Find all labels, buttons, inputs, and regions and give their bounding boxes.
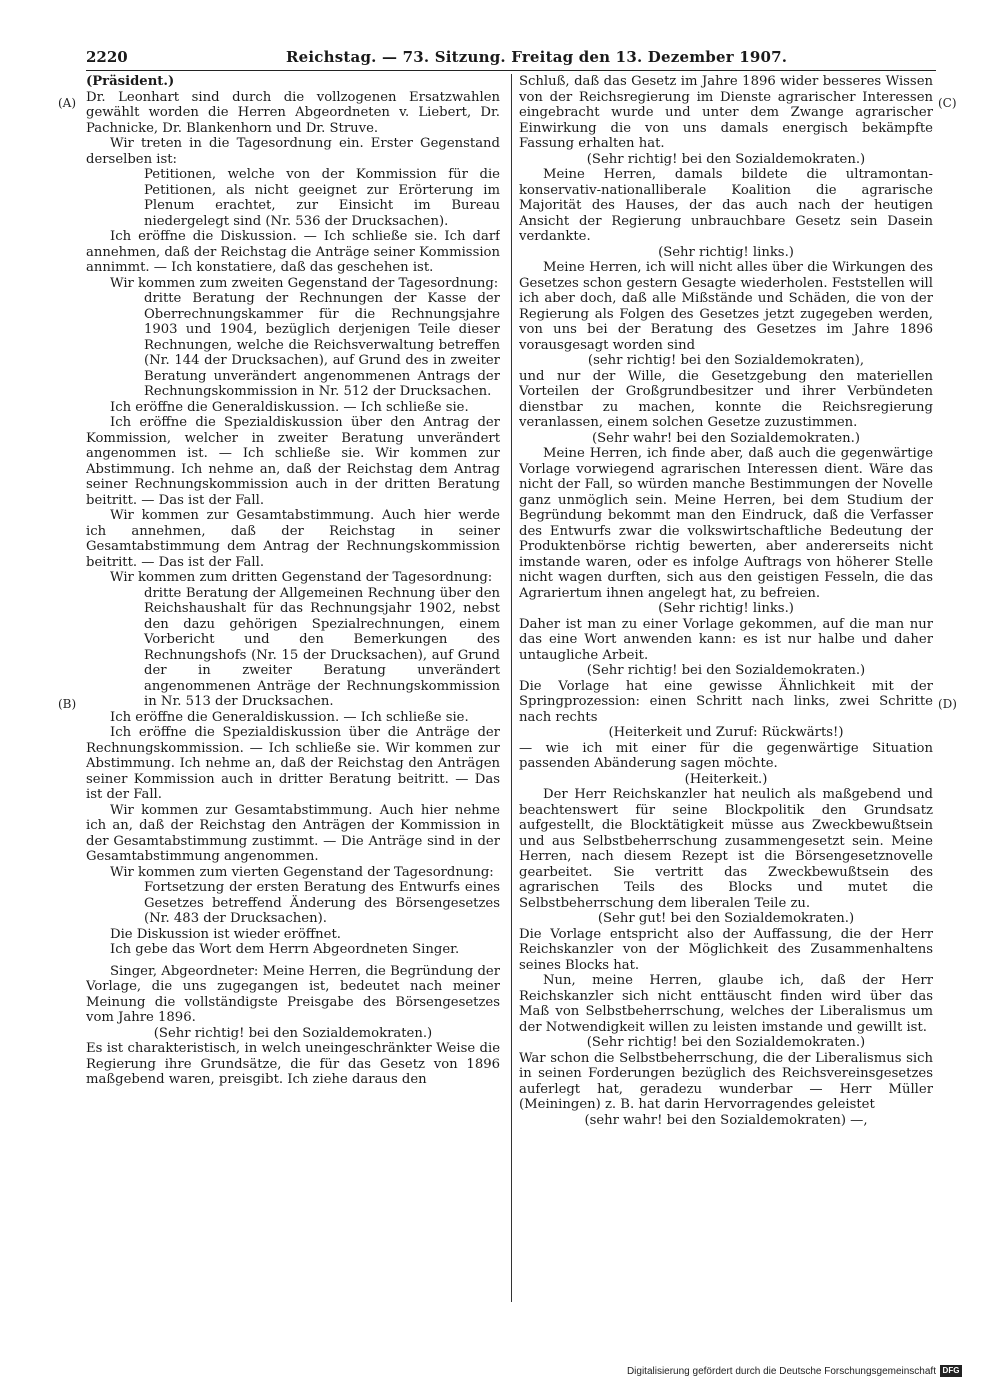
footer-credit: [627, 1364, 962, 1378]
interjection: (Sehr wahr! bei den Sozialdemokraten.): [592, 430, 860, 446]
paragraph: Wir kommen zum zweiten Gegenstand der Tagesordnung:: [110, 275, 499, 291]
interjection: (Sehr richtig! bei den Sozialdemokraten.): [153, 1025, 433, 1041]
paragraph: War schon die Selbstbeherrschung, die der Liberalismus sich in seinen Forderungen bezüglich des Reichsvereinsgesetzes auferlegt hat, geradezu wunderbar — Herr Müller (Meiningen) z. B. hat darin Hervorragendes geleistet: [519, 1050, 933, 1112]
interjection: (Sehr richtig! bei den Sozialdemokraten.): [586, 151, 866, 167]
agenda-item: Petitionen, welche von der Kommission für die Petitionen, als nicht geeignet zur Erörterung im Plenum erachtet, zur Einsicht im Bureau niedergelegt sind (Nr. 536 der Drucksachen).: [144, 167, 500, 229]
column-divider: [511, 74, 512, 1302]
margin-marker-b: (B): [58, 697, 77, 711]
interjection: (sehr richtig! bei den Sozialdemokraten),: [587, 353, 865, 368]
paragraph: und nur der Wille, die Gesetzgebung den materiellen Vorteilen der Großgrundbesitzer und ihrer Verbündeten dienstbar zu machen, konnte die Reichsregierung veranlassen, einem solchen Gesetze zuzustimmen.: [519, 368, 933, 430]
paragraph: Der Herr Reichskanzler hat neulich als maßgebend und beachtenswert für seine Blockpolitik den Grundsatz aufgestellt, die Blocktätigkeit müsse aus Zweckbewußtsein und aus Selbstbeherrschung zusammengesetzt sein. Meine Herren, nach diesem Rezept ist die Börsengesetznovelle gearbeitet. Sie vertritt das Zweckbewußtsein des agrarischen Teils des Blocks und mutet die Selbstbeherrschung dem liberalen Teile zu.: [519, 787, 933, 911]
paragraph: Die Vorlage entspricht also der Auffassung, die der Herr Reichskanzler von der Möglichkeit des Zusammenhaltens seines Blocks hat.: [519, 926, 933, 973]
agenda-item: Fortsetzung der ersten Beratung des Entwurfs eines Gesetzes betreffend Änderung des Börsengesetzes (Nr. 483 der Drucksachen).: [144, 880, 500, 926]
paragraph: Wir kommen zum dritten Gegenstand der Tagesordnung:: [110, 570, 493, 585]
credit-text: Digitalisierung gefördert durch die Deutsche Forschungsgemeinschaft: [626, 1365, 936, 1377]
paragraph: Die Vorlage hat eine gewisse Ähnlichkeit mit der Springprozession: einen Schritt nach links, zwei Schritte nach rechts: [519, 678, 933, 725]
right-column: [519, 74, 933, 1304]
paragraph: Wir kommen zur Gesamtabstimmung. Auch hier werde ich annehmen, daß der Reichstag in seiner Gesamtabstimmung dem Antrag der Rechnungskommission beitritt. — Das ist der Fall.: [86, 508, 500, 570]
paragraph: Nun, meine Herren, glaube ich, daß der Herr Reichskanzler sich nicht enttäuscht finden wird über das Maß von Selbstbeherrschung, welches der Liberalismus um der Notwendigkeit willen zu leisten imstande und gewillt ist.: [519, 973, 933, 1035]
paragraph: Dr. Leonhart sind durch die vollzogenen Ersatzwahlen gewählt worden die Herren Abgeordneten v. Liebert, Dr. Pachnicke, Dr. Blankenhorn und Dr. Struve.: [86, 89, 500, 136]
interjection: (Sehr richtig! bei den Sozialdemokraten.): [586, 1035, 866, 1050]
page-number: 2220: [86, 48, 128, 66]
agenda-item: dritte Beratung der Allgemeinen Rechnung über den Reichshaushalt für das Rechnungsjahr 1902, nebst den dazu gehörigen Spezialrechnungen, einem Vorbericht und den Bemerkungen des Rechnungshofs (Nr. 15 der Drucksachen), auf Grund der in zweiter Beratung unverändert angenommenen Anträge der Rechnungskommission in Nr. 513 der Drucksachen.: [144, 585, 500, 709]
interjection: (Sehr gut! bei den Sozialdemokraten.): [597, 911, 855, 926]
paragraph: Ich eröffne die Generaldiskussion. — Ich schließe sie.: [110, 709, 469, 725]
interjection: (Heiterkeit und Zuruf: Rückwärts!): [608, 725, 844, 740]
header-rule: [86, 70, 936, 71]
speech-opening: Singer, Abgeordneter: Meine Herren, die Begründung der Vorlage, die uns zugegangen ist, bedeutet nach meiner Meinung die vollständigste Preisgabe des Börsengesetzes vom Jahre 1896.: [86, 963, 500, 1025]
paragraph: Meine Herren, ich will nicht alles über die Wirkungen des Gesetzes schon gestern Gesagte wiederholen. Feststellen will ich aber doch, daß alle Mißstände und Schäden, die von der Regierung als Folgen des Gesetzes jetzt zugegeben werden, von uns bei der Beratung des Gesetzes im Jahre 1896 vorausgesagt worden sind: [519, 260, 933, 353]
paragraph: Wir treten in die Tagesordnung ein. Erster Gegenstand derselben ist:: [86, 136, 500, 167]
left-column: [86, 74, 500, 1304]
running-title: Reichstag. — 73. Sitzung. Freitag den 13. Dezember 1907.: [286, 48, 788, 66]
margin-marker-d: (D): [938, 697, 957, 711]
interjection: (Heiterkeit.): [684, 771, 768, 787]
paragraph: — wie ich mit einer für die gegenwärtige Situation passenden Abänderung sagen möchte.: [519, 740, 933, 771]
paragraph: Ich eröffne die Spezialdiskussion über die Anträge der Rechnungskommission. — Ich schließe sie. Wir kommen zur Abstimmung. Ich nehme an, daß der Reichstag den Anträgen seiner Kommission auch in dritter Beratung beitritt. — Das ist der Fall.: [86, 725, 500, 802]
paragraph: Es ist charakteristisch, in welch uneingeschränkter Weise die Regierung ihre Grundsätze, die für das Gesetz von 1896 maßgebend waren, preisgibt. Ich ziehe daraus den: [86, 1041, 500, 1087]
paragraph: Die Diskussion ist wieder eröffnet.: [110, 926, 341, 942]
dfg-logo-icon: DFG: [940, 1365, 962, 1377]
interjection: (Sehr richtig! bei den Sozialdemokraten.): [586, 663, 866, 678]
paragraph: Ich eröffne die Diskussion. — Ich schließe sie. Ich darf annehmen, daß der Reichstag die Anträge seiner Kommission annimmt. — Ich konstatiere, daß das geschehen ist.: [86, 229, 500, 275]
interjection: (sehr wahr! bei den Sozialdemokraten) —,: [584, 1112, 868, 1128]
paragraph: Daher ist man zu einer Vorlage gekommen, auf die man nur das eine Wort anwenden kann: es ist nur halbe und daher untaugliche Arbeit.: [519, 616, 933, 663]
interjection: (Sehr richtig! links.): [658, 601, 794, 616]
paragraph: Ich eröffne die Generaldiskussion. — Ich schließe sie.: [110, 399, 469, 415]
paragraph: Wir kommen zum vierten Gegenstand der Tagesordnung:: [110, 864, 494, 880]
paragraph: Schluß, daß das Gesetz im Jahre 1896 wider besseres Wissen von der Reichsregierung im Dienste agrarischer Interessen eingebracht wurde und unter dem Zwange agrarischer Einwirkung die von uns damals energisch bekämpfte Fassung erhalten hat.: [519, 74, 933, 151]
page-header: [86, 44, 924, 70]
margin-marker-a: (A): [58, 96, 77, 110]
paragraph: Meine Herren, ich finde aber, daß auch die gegenwärtige Vorlage vorwiegend agrarischen Interessen dient. Wäre das nicht der Fall, so würden manche Bestimmungen der Novelle ganz unmöglich sein. Meine Herren, bei dem Studium der Begründung bekommt man den Eindruck, daß die Verfasser des Entwurfs zwar die volkswirtschaftliche Bedeutung der Produktenbörse richtig bewerten, aber andererseits nicht imstande waren, oder es infolge Auftrags von höherer Stelle nicht wagen durften, sich aus den geistigen Fesseln, die das Agrariertum ihnen angelegt hat, zu befreien.: [519, 446, 933, 601]
paragraph: Wir kommen zur Gesamtabstimmung. Auch hier nehme ich an, daß der Reichstag den Anträgen der Kommission in der Gesamtabstimmung zustimmt. — Die Anträge sind in der Gesamtabstimmung angenommen.: [86, 802, 500, 864]
paragraph: Ich eröffne die Spezialdiskussion über den Antrag der Kommission, welcher in zweiter Beratung unverändert angenommen ist. — Ich schließe sie. Wir kommen zur Abstimmung. Ich nehme an, daß der Reichstag dem Antrag seiner Rechnungskommission auch in der dritten Beratung beitritt. — Das ist der Fall.: [86, 415, 500, 508]
speaker-heading: (Präsident.): [86, 74, 175, 89]
agenda-item: dritte Beratung der Rechnungen der Kasse der Oberrechnungskammer für die Rechnungsjahre 1903 und 1904, bezüglich derjenigen Teile dieser Rechnungen, welche die Reichsverwaltung betreffen (Nr. 144 der Drucksachen), auf Grund des in zweiter Beratung unverändert angenommenen Antrags der Rechnungskommission in Nr. 512 der Drucksachen.: [144, 291, 500, 399]
interjection: (Sehr richtig! links.): [658, 244, 794, 260]
paragraph: Meine Herren, damals bildete die ultramontan-konservativ-nationalliberale Koalition die agrarische Majorität des Hauses, der das auch nach der heutigen Ansicht der Regierung unbrauchbare Gesetz sein Dasein verdankte.: [519, 167, 933, 244]
paragraph: Ich gebe das Wort dem Herrn Abgeordneten Singer.: [110, 942, 460, 957]
margin-marker-c: (C): [938, 96, 957, 110]
